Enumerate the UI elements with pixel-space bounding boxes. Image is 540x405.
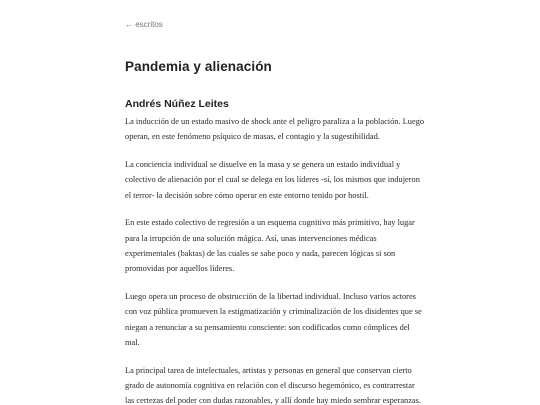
article-body (125, 114, 425, 405)
article-paragraph: La inducción de un estado masivo de shock ante el peligro paraliza a la población. Luego operan, en este fenómeno psíquico de masas, el contagio y la sugestibilidad. (125, 117, 425, 142)
back-to-writings-link[interactable]: ← escritos (125, 20, 163, 29)
article-paragraph: Luego opera un proceso de obstrucción de la libertad individual. Incluso varios actores con voz pública promueven la estigmatización y criminalización de los disidentes que se niegan a renunciar a su pensamiento consciente: son codificados como cómplices del mal. (125, 292, 422, 348)
page-title: Pandemia y alienación (125, 59, 272, 74)
author-name: Andrés Núñez Leites (125, 98, 229, 110)
article-paragraph: La principal tarea de intelectuales, artistas y personas en general que conservan cierto grado de autonomía cognitiva en relación con el discurso hegemónico, es contrarrestar las certezas del poder con dudas razonables, y allí donde hay miedo sembrar esperanzas. (125, 365, 422, 405)
article-paragraph: La conciencia individual se disuelve en la masa y se genera un estado individual y colectivo de alienación por el cual se delega en los líderes -sí, los mismos que indujeron el terror- la decisión sobre cómo operar en este entorno tenido por hostil. (125, 160, 420, 200)
article-paragraph: En este estado colectivo de regresión a un esquema cognitivo más primitivo, hay lugar para la irrupción de una solución mágica. Así, unas intervenciones médicas experimentales (baktas) de las cuales se sabe poco y nada, parecen lógicas si son promovidas por aquellos líderes. (125, 218, 415, 274)
